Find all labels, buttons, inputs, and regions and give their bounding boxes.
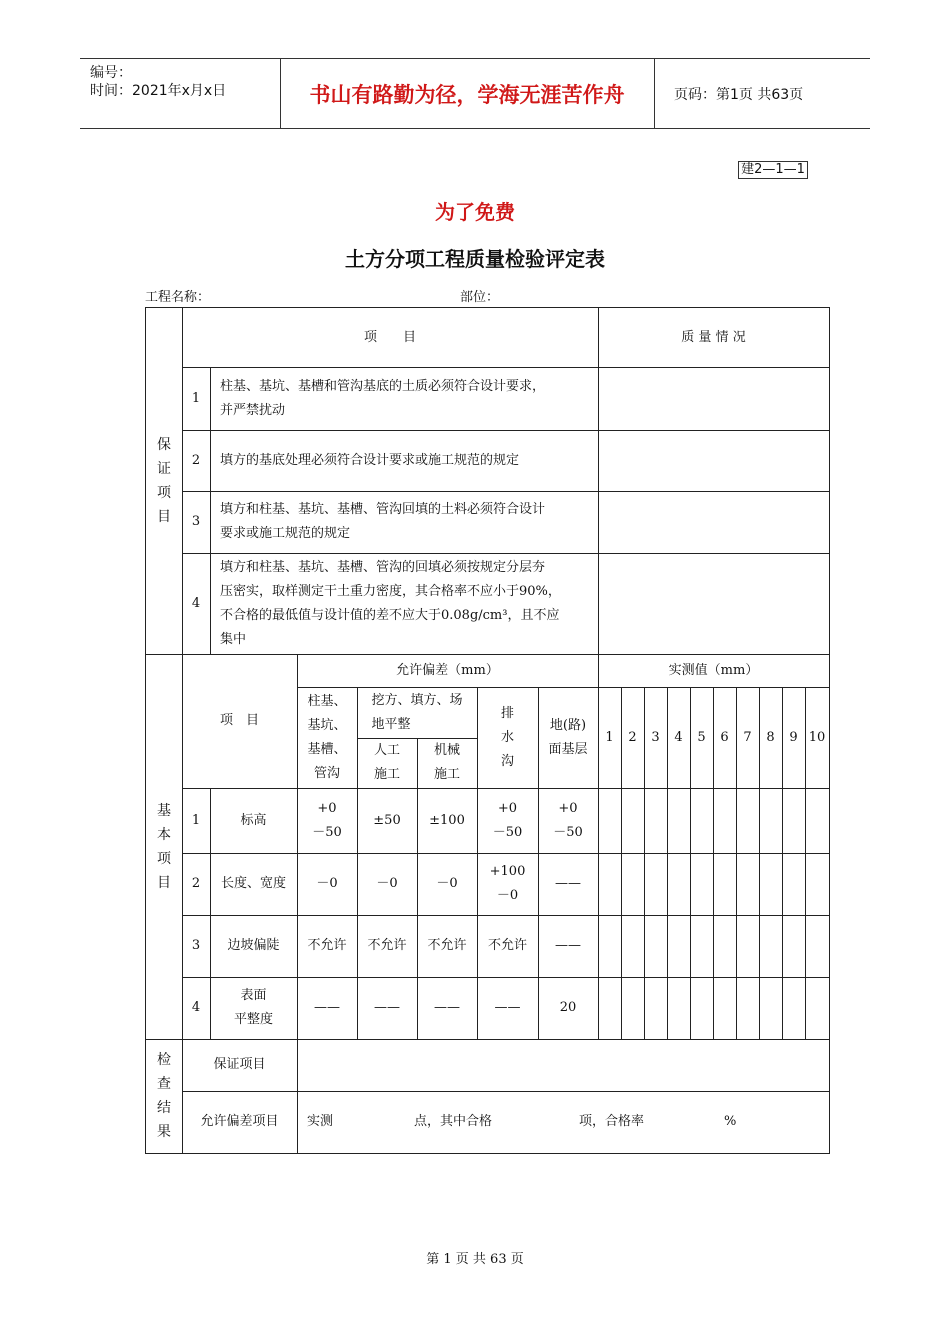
red-title: 为了免费 (435, 200, 515, 224)
guarantee-row-text: 柱基、基坑、基槽和管沟基底的土质必须符合设计要求， 并严禁扰动 (220, 378, 546, 418)
measure-col-number: 1 (605, 729, 614, 745)
form-code: 建2—1—1 (738, 161, 808, 179)
guarantee-section-label: 保 证 项 目 (157, 437, 171, 525)
result-rate-label: 项，合格率 (579, 1114, 645, 1129)
basic-item-header: 项 目 (219, 713, 259, 728)
basic-row-no: 1 (191, 812, 201, 828)
measured-header: 实测值（mm） (668, 662, 759, 678)
basic-cell: +0 －50 (312, 800, 342, 840)
basic-cell: +0 －50 (492, 800, 523, 840)
location-label: 部位： (460, 290, 500, 305)
col-road-header: 地(路) 面基层 (548, 717, 588, 757)
guarantee-row-text: 填方和柱基、基坑、基槽、管沟的回填必须按规定分层夯 压密实，取样测定干土重力密度，其合格率不应小于90%， 不合格的最低值与设计值的差不应大于0.08g/cm³，且不应 集中 (220, 559, 561, 647)
basic-cell: —— (434, 1000, 460, 1015)
basic-cell: +0 －50 (553, 800, 583, 840)
number-label: 编号： (90, 65, 132, 81)
measure-col-number: 5 (697, 729, 706, 745)
basic-cell: 不允许 (367, 938, 407, 953)
basic-cell: －0 (436, 876, 458, 891)
basic-cell: －0 (316, 876, 338, 891)
measure-col-number: 6 (720, 729, 729, 745)
guarantee-row-no: 4 (191, 595, 201, 611)
page-info: 页码：第1页 共63页 (674, 86, 804, 103)
tolerance-header: 允许偏差（mm） (396, 662, 499, 678)
basic-cell: —— (555, 938, 581, 953)
guarantee-row-no: 2 (191, 452, 201, 468)
header-info-cell (80, 59, 281, 128)
result-section-label: 检 查 结 果 (157, 1052, 171, 1140)
basic-row-no: 3 (191, 938, 201, 953)
document-header (80, 58, 870, 129)
basic-row-name: 长度、宽度 (220, 876, 286, 891)
basic-cell: 不允许 (307, 938, 347, 953)
result-percent-label: % (724, 1114, 737, 1129)
measure-col-number: 3 (651, 729, 660, 745)
basic-row-name: 边坡偏陡 (227, 938, 280, 953)
page-title: 土方分项工程质量检验评定表 (345, 247, 605, 271)
result-tolerance-label: 允许偏差项目 (200, 1114, 279, 1129)
result-measured-label: 实测 (307, 1114, 334, 1129)
basic-row-no: 2 (191, 876, 201, 891)
result-guarantee-label: 保证项目 (213, 1057, 266, 1072)
basic-row-name: 标高 (240, 812, 267, 828)
inspection-table (145, 307, 830, 1154)
basic-cell: 不允许 (427, 938, 467, 953)
basic-cell: —— (314, 1000, 340, 1015)
col-pit-header: 柱基、 基坑、 基槽、 管沟 (307, 693, 347, 781)
basic-cell: —— (374, 1000, 400, 1015)
measure-col-number: 2 (628, 729, 637, 745)
basic-section-label: 基 本 项 目 (157, 802, 171, 891)
result-points-label: 点，其中合格 (414, 1114, 493, 1129)
col-manual-header: 人工 施工 (373, 743, 400, 782)
basic-row-no: 4 (191, 1000, 201, 1015)
motto: 书山有路勤为径，学海无涯苦作舟 (280, 59, 655, 128)
quality-header: 质 量 情 况 (681, 329, 746, 345)
project-name-label: 工程名称： (145, 290, 211, 305)
guarantee-row-no: 3 (191, 514, 201, 529)
measure-col-number: 10 (808, 729, 826, 745)
basic-cell: ±50 (373, 812, 401, 828)
time-label: 时间：2021年x月x日 (90, 83, 227, 99)
col-excavation-header: 挖方、填方、场 地平整 (371, 692, 463, 732)
basic-cell: —— (555, 876, 581, 891)
basic-cell: —— (494, 1000, 521, 1015)
basic-cell: ±100 (429, 812, 465, 828)
guarantee-row-no: 1 (191, 390, 201, 406)
measure-col-number: 7 (743, 729, 752, 745)
col-drain-header: 排 水 沟 (500, 705, 514, 769)
measure-col-number: 8 (766, 729, 775, 745)
measure-col-number: 9 (789, 729, 798, 745)
basic-cell: 20 (559, 1000, 577, 1015)
col-machine-header: 机械 施工 (433, 743, 460, 782)
basic-cell: +100 －0 (489, 864, 526, 903)
basic-cell: 不允许 (487, 938, 527, 953)
basic-row-name: 表面 平整度 (233, 988, 273, 1027)
guarantee-row-text: 填方的基底处理必须符合设计要求或施工规范的规定 (220, 452, 520, 468)
basic-cell: －0 (376, 876, 398, 891)
guarantee-item-header: 项 目 (363, 329, 416, 345)
guarantee-row-text: 填方和柱基、基坑、基槽、管沟回填的土料必须符合设计 要求或施工规范的规定 (220, 502, 546, 541)
measure-col-number: 4 (674, 729, 683, 745)
page-footer: 第 1 页 共 63 页 (426, 1252, 524, 1267)
